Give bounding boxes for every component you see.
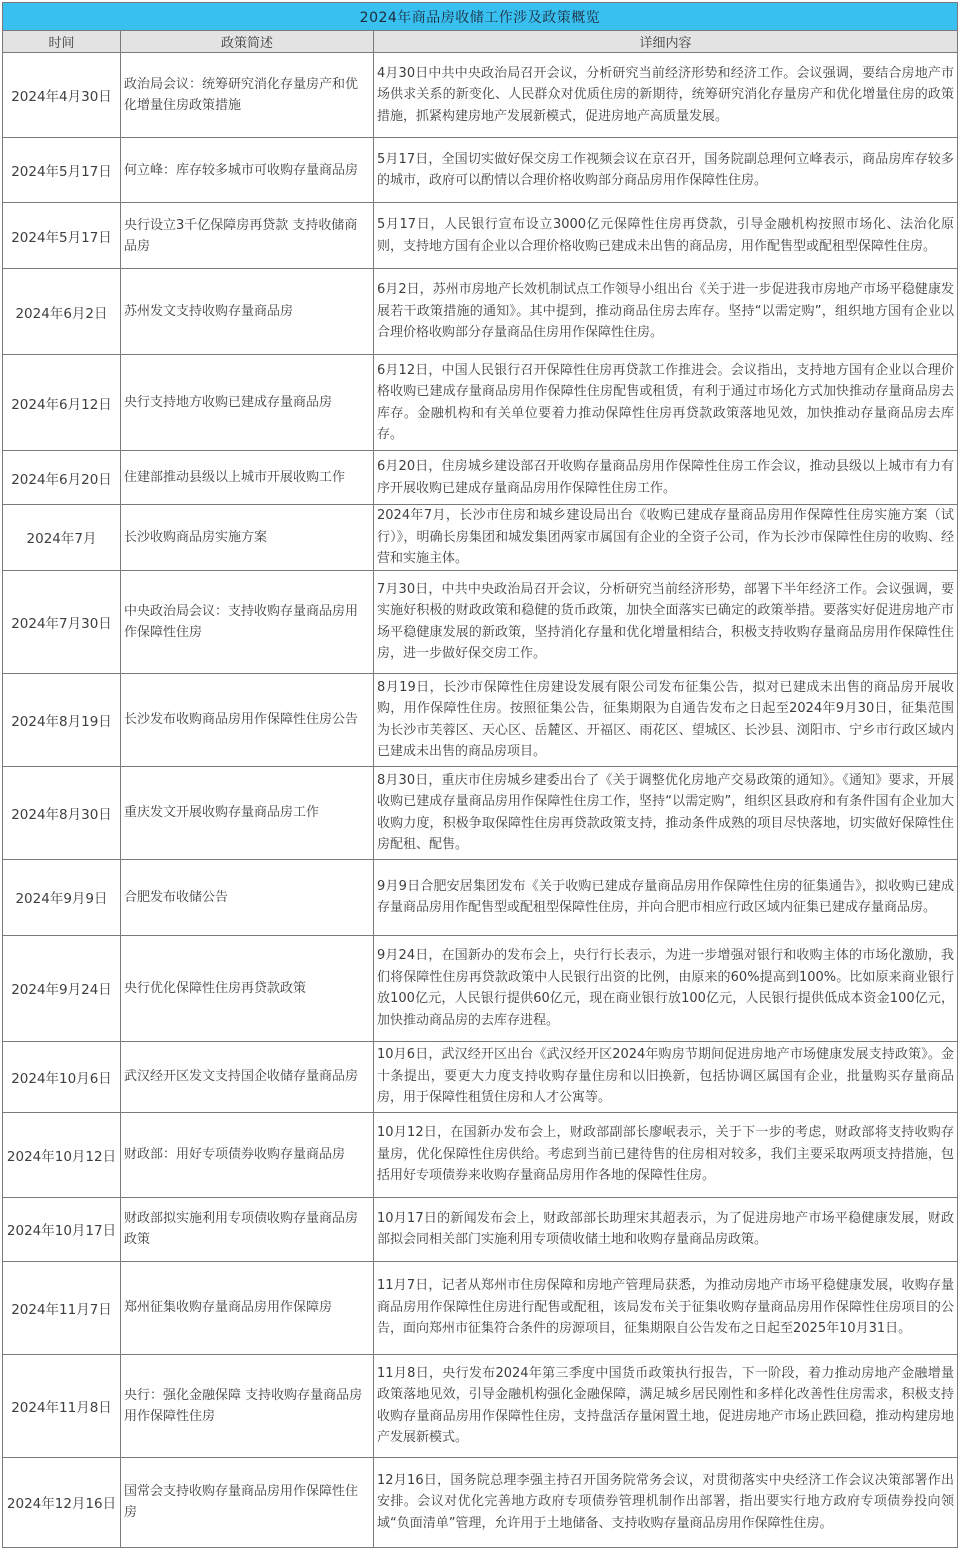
header-brief: 政策简述 [121,31,374,53]
row-brief: 央行设立3千亿保障房再贷款 支持收储商品房 [121,203,374,269]
header-detail: 详细内容 [374,31,958,53]
row-brief: 住建部推动县级以上城市开展收购工作 [121,451,374,505]
row-date: 2024年9月24日 [3,935,121,1041]
table-row [3,935,958,1041]
table-header-row [3,31,958,53]
row-date: 2024年4月30日 [3,53,121,138]
table-row [3,1354,958,1457]
table-row [3,570,958,673]
row-date: 2024年9月9日 [3,859,121,935]
table-row [3,1197,958,1261]
row-date: 2024年7月 [3,505,121,571]
row-brief: 中央政治局会议：支持收购存量商品房用作保障性住房 [121,570,374,673]
row-brief: 国常会支持收购存量商品房用作保障性住房 [121,1457,374,1547]
table-title-row [3,3,958,31]
row-date: 2024年8月30日 [3,766,121,859]
row-brief: 何立峰：库存较多城市可收购存量商品房 [121,138,374,203]
row-brief: 央行优化保障性住房再贷款政策 [121,935,374,1041]
row-date: 2024年5月17日 [3,203,121,269]
row-brief: 政治局会议：统筹研究消化存量房产和优化增量住房政策措施 [121,53,374,138]
row-brief: 央行：强化金融保障 支持收购存量商品房用作保障性住房 [121,1354,374,1457]
row-detail: 4月30日中共中央政治局召开会议，分析研究当前经济形势和经济工作。会议强调，要结合房地产市场供求关系的新变化、人民群众对优质住房的新期待，统筹研究消化存量房产和优化增量住房的政策措施，抓紧构建房地产发展新模式，促进房地产高质量发展。 [374,53,958,138]
row-brief: 武汉经开区发文支持国企收储存量商品房 [121,1041,374,1112]
row-detail: 6月12日，中国人民银行召开保障性住房再贷款工作推进会。会议指出，支持地方国有企业以合理价格收购已建成存量商品房用作保障性住房配售或租赁，有利于通过市场化方式加快推动存量商品房去库存。金融机构和有关单位要着力推动保障性住房再贷款政策落地见效，加快推动存量商品房去库存。 [374,355,958,451]
table-row [3,766,958,859]
table-row [3,1261,958,1354]
table-row [3,138,958,203]
row-detail: 5月17日，人民银行宣布设立3000亿元保障性住房再贷款，引导金融机构按照市场化、法治化原则，支持地方国有企业以合理价格收购已建成未出售的商品房，用作配售型或配租型保障性住房。 [374,203,958,269]
table-row [3,451,958,505]
row-detail: 5月17日，全国切实做好保交房工作视频会议在京召开，国务院副总理何立峰表示，商品房库存较多的城市，政府可以酌情以合理价格收购部分商品房用作保障性住房。 [374,138,958,203]
row-brief: 苏州发文支持收购存量商品房 [121,269,374,355]
row-detail: 12月16日，国务院总理李强主持召开国务院常务会议，对贯彻落实中央经济工作会议决策部署作出安排。会议对优化完善地方政府专项债券管理机制作出部署，指出要实行地方政府专项债券投向领域“负面清单”管理，允许用于土地储备、支持收购存量商品房用作保障性住房。 [374,1457,958,1547]
table-row [3,859,958,935]
row-detail: 10月17日的新闻发布会上，财政部部长助理宋其超表示，为了促进房地产市场平稳健康发展，财政部拟会同相关部门实施利用专项债收储土地和收购存量商品房政策。 [374,1197,958,1261]
row-date: 2024年8月19日 [3,673,121,766]
row-detail: 10月6日，武汉经开区出台《武汉经开区2024年购房节期间促进房地产市场健康发展支持政策》。金十条提出，要更大力度支持收购存量住房和以旧换新，包括协调区属国有企业，批量购买存量商品房，用于保障性租赁住房和人才公寓等。 [374,1041,958,1112]
row-detail: 8月19日，长沙市保障性住房建设发展有限公司发布征集公告，拟对已建成未出售的商品房开展收购，用作保障性住房。按照征集公告，征集期限为自通告发布之日起至2024年9月30日，征集范围为长沙市芙蓉区、天心区、岳麓区、开福区、雨花区、望城区、长沙县、浏阳市、宁乡市行政区域内已建成未出售的商品房项目。 [374,673,958,766]
table-row [3,355,958,451]
row-date: 2024年5月17日 [3,138,121,203]
table-row [3,203,958,269]
row-detail: 6月2日，苏州市房地产长效机制试点工作领导小组出台《关于进一步促进我市房地产市场平稳健康发展若干政策措施的通知》。其中提到，推动商品住房去库存。坚持“以需定购”，组织地方国有企业以合理价格收购部分存量商品住房用作保障性住房。 [374,269,958,355]
row-brief: 财政部拟实施利用专项债收购存量商品房政策 [121,1197,374,1261]
row-date: 2024年7月30日 [3,570,121,673]
row-date: 2024年11月7日 [3,1261,121,1354]
row-detail: 7月30日，中共中央政治局召开会议，分析研究当前经济形势，部署下半年经济工作。会议强调，要实施好积极的财政政策和稳健的货币政策，加快全面落实已确定的政策举措。要落实好促进房地产市场平稳健康发展的新政策，坚持消化存量和优化增量相结合，积极支持收购存量商品房用作保障性住房，进一步做好保交房工作。 [374,570,958,673]
row-brief: 央行支持地方收购已建成存量商品房 [121,355,374,451]
policy-table [2,2,958,1548]
row-date: 2024年6月2日 [3,269,121,355]
policy-table-container [2,2,957,1548]
row-detail: 8月30日，重庆市住房城乡建委出台了《关于调整优化房地产交易政策的通知》。《通知》要求，开展收购已建成存量商品房用作保障性住房工作，坚持“以需定购”，组织区县政府和有条件国有企业加大收购力度，积极争取保障性住房再贷款政策支持，推动条件成熟的项目尽快落地，切实做好保障性住房配租、配售。 [374,766,958,859]
table-row [3,505,958,571]
row-brief: 合肥发布收储公告 [121,859,374,935]
row-date: 2024年10月6日 [3,1041,121,1112]
row-date: 2024年11月8日 [3,1354,121,1457]
table-row [3,1457,958,1547]
table-row [3,53,958,138]
row-date: 2024年6月20日 [3,451,121,505]
row-date: 2024年6月12日 [3,355,121,451]
row-brief: 郑州征集收购存量商品房用作保障房 [121,1261,374,1354]
row-detail: 11月7日，记者从郑州市住房保障和房地产管理局获悉，为推动房地产市场平稳健康发展，收购存量商品房用作保障性住房进行配售或配租，该局发布关于征集收购存量商品房用作保障性住房项目的公告，面向郑州市征集符合条件的房源项目，征集期限自公告发布之日起至2025年10月31日。 [374,1261,958,1354]
row-date: 2024年12月16日 [3,1457,121,1547]
row-date: 2024年10月12日 [3,1112,121,1197]
row-date: 2024年10月17日 [3,1197,121,1261]
row-detail: 11月8日，央行发布2024年第三季度中国货币政策执行报告，下一阶段，着力推动房地产金融增量政策落地见效，引导金融机构强化金融保障，满足城乡居民刚性和多样化改善性住房需求，积极支持收购存量商品房用作保障性住房，支持盘活存量闲置土地，促进房地产市场止跌回稳，推动构建房地产发展新模式。 [374,1354,958,1457]
row-brief: 长沙收购商品房实施方案 [121,505,374,571]
row-detail: 9月9日合肥安居集团发布《关于收购已建成存量商品房用作保障性住房的征集通告》，拟收购已建成存量商品房用作配售型或配租型保障性住房，并向合肥市相应行政区域内征集已建成存量商品房。 [374,859,958,935]
row-brief: 财政部：用好专项债券收购存量商品房 [121,1112,374,1197]
row-detail: 2024年7月，长沙市住房和城乡建设局出台《收购已建成存量商品房用作保障性住房实施方案（试行）》，明确长房集团和城发集团两家市属国有企业的全资子公司，作为长沙市保障性住房的收购、经营和实施主体。 [374,505,958,571]
row-detail: 6月20日，住房城乡建设部召开收购存量商品房用作保障性住房工作会议，推动县级以上城市有力有序开展收购已建成存量商品房用作保障性住房工作。 [374,451,958,505]
row-detail: 10月12日，在国新办发布会上，财政部副部长廖岷表示，关于下一步的考虑，财政部将支持收购存量房，优化保障性住房供给。考虑到当前已建待售的住房相对较多，我们主要采取两项支持措施，包括用好专项债券来收购存量商品房用作各地的保障性住房。 [374,1112,958,1197]
table-row [3,673,958,766]
header-date: 时间 [3,31,121,53]
table-row [3,269,958,355]
row-brief: 重庆发文开展收购存量商品房工作 [121,766,374,859]
row-detail: 9月24日，在国新办的发布会上，央行行长表示，为进一步增强对银行和收购主体的市场化激励，我们将保障性住房再贷款政策中人民银行出资的比例，由原来的60%提高到100%。比如原来商业银行放100亿元，人民银行提供60亿元，现在商业银行放100亿元，人民银行提供低成本资金100亿元，加快推动商品房的去库存进程。 [374,935,958,1041]
row-brief: 长沙发布收购商品房用作保障性住房公告 [121,673,374,766]
table-row [3,1112,958,1197]
table-title: 2024年商品房收储工作涉及政策概览 [3,3,958,31]
table-row [3,1041,958,1112]
